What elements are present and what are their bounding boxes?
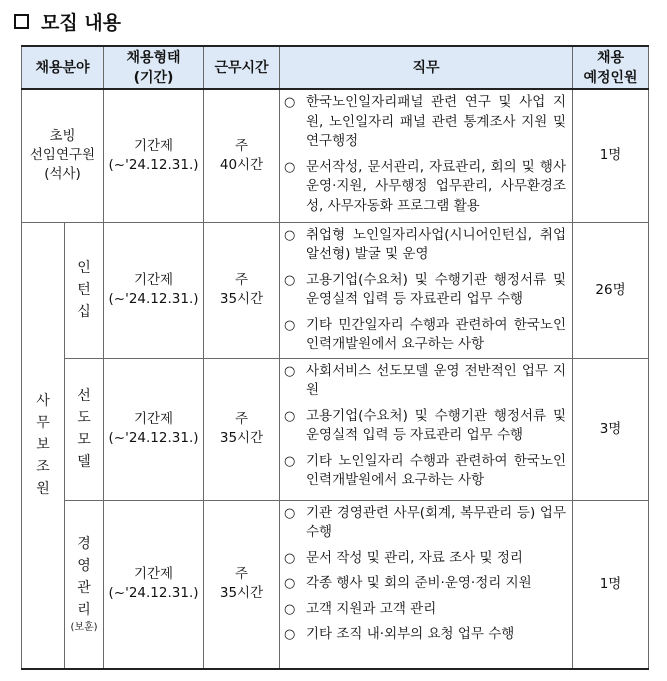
table-row (22, 222, 649, 358)
hours-cell: 주 40시간 (204, 89, 280, 222)
count-cell: 1명 (573, 89, 649, 222)
duty-item: ○ 문서작성, 문서관리, 자료관리, 회의 및 행사 운영·지원, 사무행정 업무관리, 사무환경조성, 사무자동화 프로그램 활용 (284, 158, 567, 214)
duty-item: ○ 각종 행사 및 회의 준비·운영·정리 지원 (284, 575, 532, 591)
duty-cell (280, 500, 573, 669)
checkbox-square-icon (14, 14, 29, 29)
type-cell: 기간제 (~'24.12.31.) (104, 222, 204, 358)
table-row (22, 358, 649, 500)
field-office-assistant: 사 무 보 조 원 (22, 222, 65, 669)
duty-cell (280, 89, 573, 222)
type-cell: 기간제 (~'24.12.31.) (104, 500, 204, 669)
duty-item: ○ 사회서비스 선도모델 운영 전반적인 업무 지원 (284, 362, 567, 398)
field-pilot-model: 선 도 모 델 (65, 358, 104, 500)
type-cell: 기간제 (~'24.12.31.) (104, 358, 204, 500)
hours-cell: 주 35시간 (204, 500, 280, 669)
duty-item: ○ 문서 작성 및 관리, 자료 조사 및 정리 (284, 549, 523, 566)
count-cell: 3명 (573, 358, 649, 500)
field-business-admin: 경 영 관 리 (보훈) (65, 500, 104, 669)
table-row (22, 500, 649, 669)
section-title: 모집 내용 (41, 11, 122, 34)
duty-item: ○ 기관 경영관련 사무(회계, 복무관리 등) 업무 수행 (284, 504, 567, 540)
field-researcher: 초빙 선임연구원 (석사) (22, 89, 104, 222)
duty-item: ○ 기타 조직 내·외부의 요청 업무 수행 (284, 626, 515, 642)
header-count: 채용 예정인원 (573, 46, 649, 89)
duty-item: ○ 기타 민간일자리 수행과 관련하여 한국노인인력개발원에서 요구하는 사항 (284, 316, 567, 352)
count-cell: 26명 (573, 222, 649, 358)
field-intern: 인 턴 십 (65, 222, 104, 358)
header-field: 채용분야 (22, 46, 104, 89)
header-hours: 근무시간 (204, 46, 280, 89)
table-row (22, 89, 649, 222)
duty-item: ○ 고용기업(수요처) 및 수행기관 행정서류 및 운영실적 입력 등 자료관리 업무 수행 (284, 271, 567, 307)
duty-cell (280, 358, 573, 500)
header-duty: 직무 (280, 46, 573, 89)
header-row (22, 46, 649, 89)
header-type: 채용형태 (기간) (104, 46, 204, 89)
count-cell: 1명 (573, 500, 649, 669)
duty-item: ○ 한국노인일자리패널 관련 연구 및 사업 지원, 노인일자리 패널 관련 통계조사 지원 및 연구행정 (284, 94, 567, 149)
duty-item: ○ 취업형 노인일자리사업(시니어인턴십, 취업알선형) 발굴 및 운영 (284, 226, 567, 262)
recruitment-table (21, 45, 649, 670)
hours-cell: 주 35시간 (204, 222, 280, 358)
duty-item: ○ 고객 지원과 고객 관리 (284, 600, 437, 617)
section-heading (14, 8, 121, 34)
duty-item: ○ 고용기업(수요처) 및 수행기관 행정서류 및 운영실적 입력 등 자료관리 업무 수행 (284, 407, 567, 443)
duty-item: ○ 기타 노인일자리 수행과 관련하여 한국노인인력개발원에서 요구하는 사항 (284, 452, 567, 488)
hours-cell: 주 35시간 (204, 358, 280, 500)
type-cell: 기간제 (~'24.12.31.) (104, 89, 204, 222)
duty-cell (280, 222, 573, 358)
